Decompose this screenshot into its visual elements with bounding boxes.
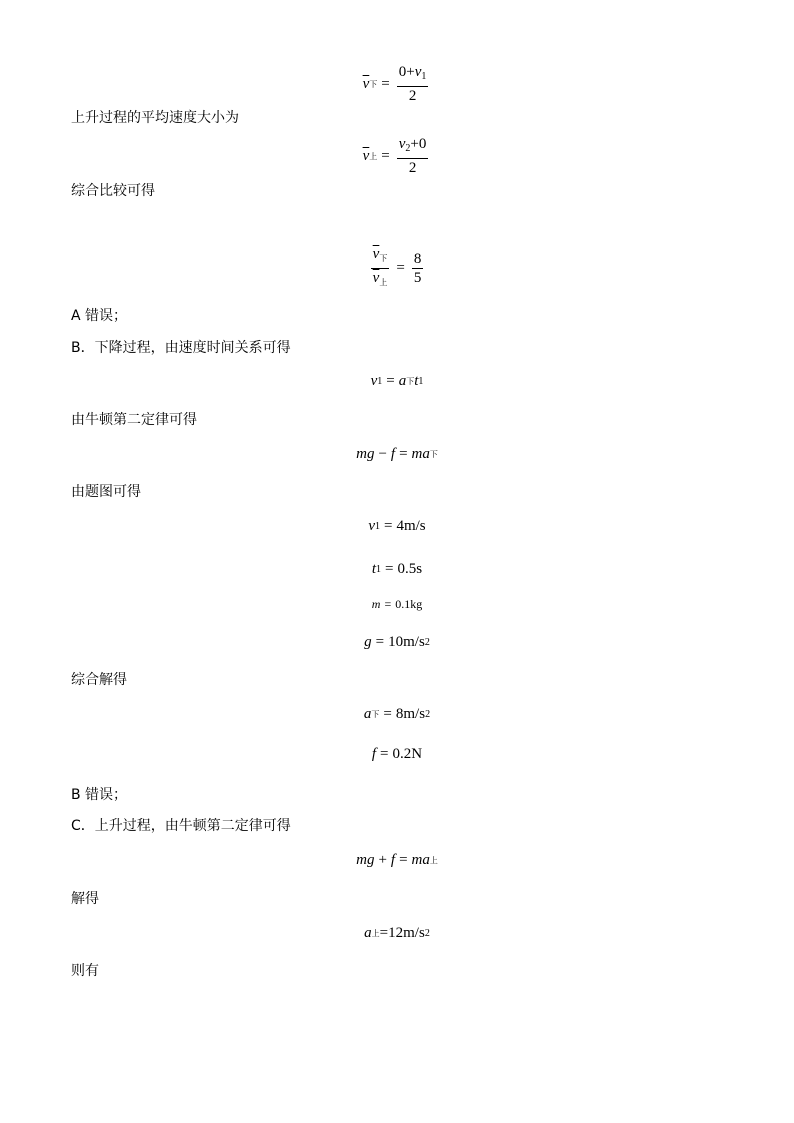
text-line-9: C．上升过程，由牛顿第二定律可得	[71, 818, 291, 834]
equation-v1-value: v 1 = 4m/s	[368, 518, 426, 534]
text-line-1: 上升过程的平均速度大小为	[71, 110, 239, 126]
equation-average-velocity-up: $\overline{v}$ 上 = $\frac{v_2+0}{2}$	[362, 136, 427, 176]
equation-average-velocity-down: $\overline{v}$ 下 = $\frac{0+v_1}{2}$	[362, 64, 427, 104]
fraction: $\frac{0+v_1}{2}$	[398, 64, 427, 104]
fraction: $\frac{8}{5}$	[413, 251, 422, 286]
equation-newton-down: m g − f = m a 下	[356, 446, 438, 462]
text-line-8: B 错误；	[71, 787, 128, 803]
text-line-3: A 错误；	[71, 308, 128, 324]
equation-a-up-value: a 上 =12m/s 2	[364, 925, 430, 941]
equation-velocity-ratio: $\frac{\overline{v}_下}{\overline{v}_上}$ = $\frac{8}{5}$	[0, 246, 794, 291]
fraction: $\frac{\overline{v}_下}{\overline{v}_上}$	[372, 246, 388, 287]
equation-newton-up: m g + f = m a 上	[356, 852, 438, 868]
symbol-v: $\overline{v}$	[362, 75, 370, 92]
equation-velocity-time: v 1 = a 下 t 1	[370, 373, 424, 389]
text-line-2: 综合比较可得	[71, 183, 155, 199]
text-line-10: 解得	[71, 891, 99, 907]
equation-g-value: g = 10m/s 2	[364, 634, 430, 650]
text-line-7: 综合解得	[71, 672, 127, 688]
fraction: $\frac{v_2+0}{2}$	[398, 136, 427, 176]
equation-t1-value: t 1 = 0.5s	[371, 561, 423, 577]
text-line-6: 由题图可得	[71, 484, 141, 500]
text-line-11: 则有	[71, 963, 99, 979]
text-line-5: 由牛顿第二定律可得	[71, 412, 197, 428]
text-line-4: B．下降过程，由速度时间关系可得	[71, 340, 291, 356]
equation-a-down-value: a 下 = 8m/s 2	[363, 706, 431, 722]
equation-mass-value: m = 0.1kg	[371, 597, 423, 611]
equation-f-value: f = 0.2N	[371, 746, 423, 762]
